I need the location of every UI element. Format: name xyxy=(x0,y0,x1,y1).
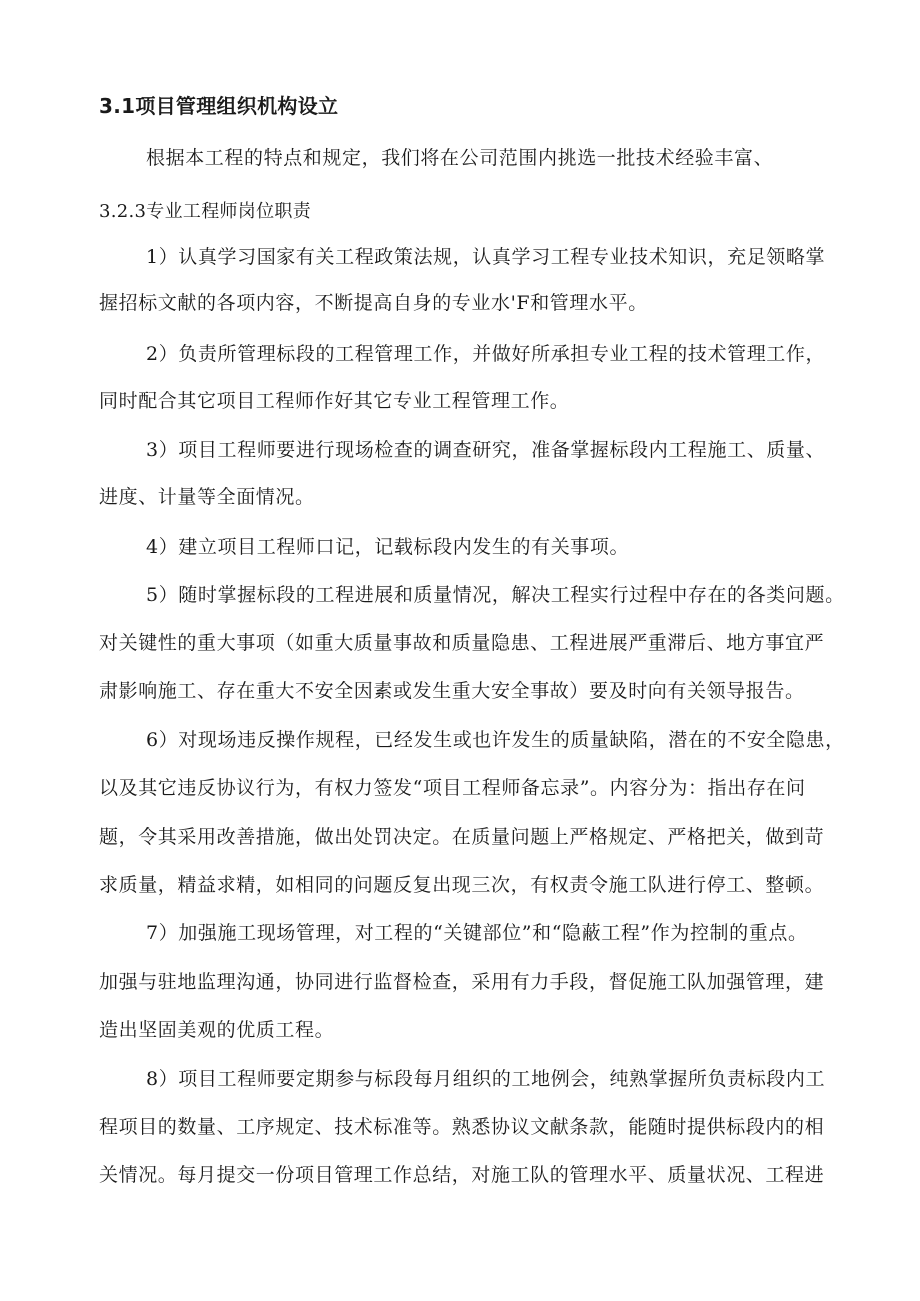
paragraph-line: 3）项目工程师要进行现场检查的调查研究，准备掌握标段内工程施工、质量、 xyxy=(146,439,826,461)
paragraph-line: 7）加强施工现场管理，对工程的“关键部位”和“隐蔽工程”作为控制的重点。 xyxy=(146,922,808,944)
subsection-title: 3.2.3专业工程师岗位职责 xyxy=(99,201,311,222)
paragraph-line: 造出坚固美观的优质工程。 xyxy=(99,1019,335,1041)
paragraph-line: 对关键性的重大事项（如重大质量事故和质量隐患、工程进展严重滞后、地方事宜严 xyxy=(99,632,825,654)
paragraph-line: 1）认真学习国家有关工程政策法规，认真学习工程专业技术知识，充足领略掌 xyxy=(146,246,826,268)
paragraph-line: 肃影响施工、存在重大不安全因素或发生重大安全事故）要及时向有关领导报告。 xyxy=(99,680,805,702)
intro-line: 根据本工程的特点和规定，我们将在公司范围内挑选一批技术经验丰富、 xyxy=(146,147,774,169)
section-title: 3.1项目管理组织机构设立 xyxy=(99,94,339,118)
paragraph-line: 8）项目工程师要定期参与标段每月组织的工地例会，纯熟掌握所负责标段内工 xyxy=(146,1068,826,1090)
paragraph-line: 同时配合其它项目工程师作好其它专业工程管理工作。 xyxy=(99,390,570,412)
paragraph-line: 进度、计量等全面情况。 xyxy=(99,486,315,508)
paragraph-line: 求质量，精益求精，如相同的问题反复出现三次，有权责令施工队进行停工、整顿。 xyxy=(99,874,825,896)
paragraph-line: 5）随时掌握标段的工程进展和质量情况，解决工程实行过程中存在的各类问题。 xyxy=(146,584,845,606)
paragraph-line: 以及其它违反协议行为，有权力签发“项目工程师备忘录”。内容分为：指出存在问 xyxy=(99,777,806,799)
paragraph-line: 题，令其采用改善措施，做出处罚决定。在质量问题上严格规定、严格把关，做到苛 xyxy=(99,826,825,848)
paragraph-line: 加强与驻地监理沟通，协同进行监督检查，采用有力手段，督促施工队加强管理，建 xyxy=(99,971,825,993)
paragraph-line: 6）对现场违反操作规程，已经发生或也许发生的质量缺陷，潜在的不安全隐患， xyxy=(146,729,845,751)
paragraph-line: 4）建立项目工程师口记，记载标段内发生的有关事项。 xyxy=(146,536,630,558)
paragraph-line: 握招标文献的各项内容，不断提高自身的专业水'F和管理水平。 xyxy=(99,292,648,314)
paragraph-line: 关情况。每月提交一份项目管理工作总结，对施工队的管理水平、质量状况、工程进 xyxy=(99,1164,825,1186)
paragraph-line: 程项目的数量、工序规定、技术标准等。熟悉协议文献条款，能随时提供标段内的相 xyxy=(99,1116,825,1138)
paragraph-line: 2）负责所管理标段的工程管理工作，并做好所承担专业工程的技术管理工作， xyxy=(146,343,826,365)
